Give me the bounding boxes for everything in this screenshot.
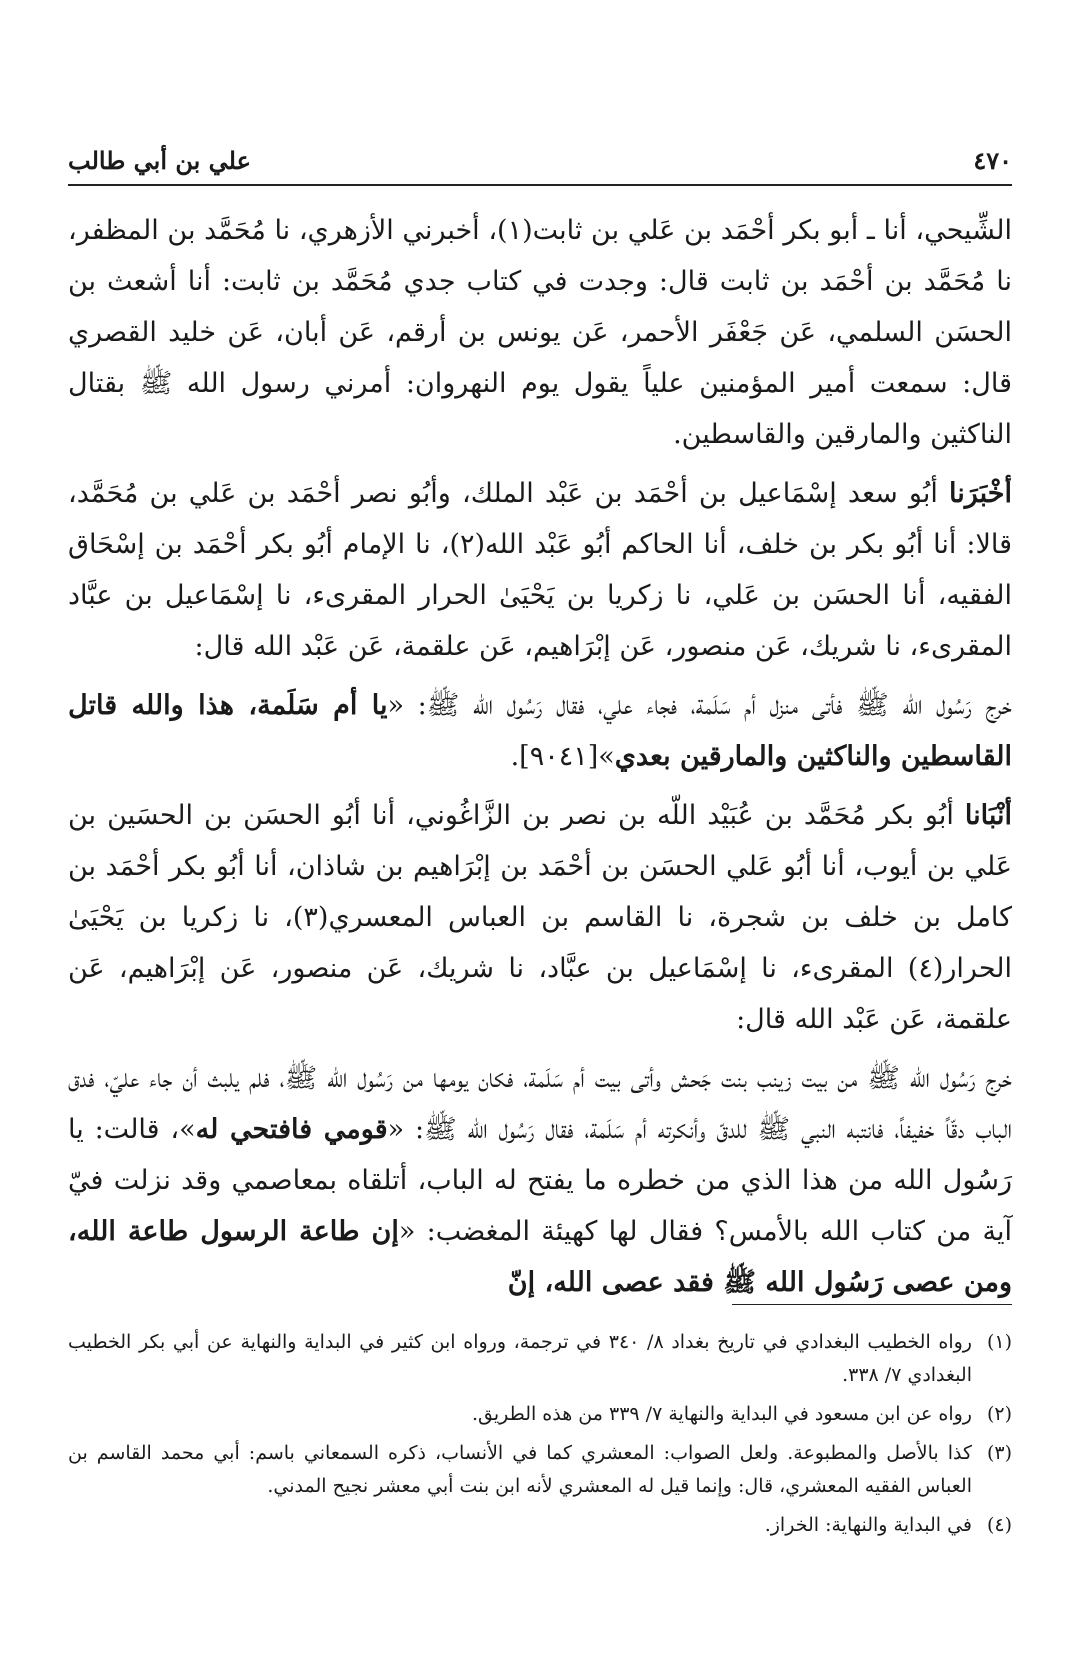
paragraph-3 [68,680,1012,782]
footnote-text: كذا بالأصل والمطبوعة. ولعل الصواب: المعشري كما في الأنساب، ذكره السمعاني باسم: أبي محمد القاسم بن العباس الفقيه المعشري، قال: وإنما قيل له المعشري لأنه ابن بنت أبي معشر نجيح المدني. [68,1442,972,1497]
footnote-1 [68,1326,1012,1392]
hadith-quote: قومي فافتحي له [195,1114,388,1145]
footnote-number: (٣) [986,1442,1012,1464]
paragraph-1 [68,205,1012,460]
paragraph-2 [68,468,1012,672]
page-number: ٤٧٠ [973,146,1012,175]
running-title: علي بن أبي طالب [68,146,251,175]
footnote-2 [68,1398,1012,1431]
footnote-text: رواه الخطيب البغدادي في تاريخ بغداد ٨/ ٣٤٠ في ترجمة، ورواه ابن كثير في البداية والنهاية عن أبي بكر الخطيب البغدادي ٧/ ٣٣٨. [68,1331,972,1386]
paragraph-text: أبُو سعد إسْمَاعيل بن أحْمَد بن عَبْد الملك، وأبُو نصر أحْمَد بن عَلي بن مُحَمَّد، قالا: أنا أبُو بكر بن خلف، أنا الحاكم أبُو عَبْد الله(٢)، نا الإمام أبُو بكر أحْمَد بن إسْحَاق الفقيه، أنا الحسَن بن عَلي، نا زكريا بن يَحْيَىٰ الحرار المقرىء، نا إسْمَاعيل بن عبَّاد المقرىء، نا شريك، عَن منصور، عَن إبْرَاهيم، عَن علقمة، عَن عَبْد الله قال: [68,478,1012,662]
paragraph-tail: »، قالت: يا رَسُول الله من هذا الذي من خطره ما يفتح له الباب، أتلقاه بمعاصمي وقد نزلت فيّ آية من كتاب الله بالأمس؟ فقال لها كهيئة المغضب: « [68,1114,1012,1247]
chain-lead-word: أخْبَرَنا [949,478,1012,509]
hadith-quote: يا أم سَلَمة، هذا والله قاتل القاسطين والناكثين والمارقين بعدي [68,690,1012,772]
paragraph-tail: »[٩٠٤١]. [510,741,615,772]
paragraph-5 [68,1053,1012,1308]
chain-lead-word: أنْبَانا [964,800,1012,831]
footnote-4 [68,1509,1012,1542]
paragraph-text: خرج رَسُول الله ﷺ فأتى منزل أم سَلَمة، فجاء علي، فقال رَسُول الله ﷺ: « [387,690,1012,721]
footnote-number: (١) [986,1331,1012,1353]
main-text [68,205,1012,1308]
footnotes [68,1326,1012,1548]
paragraph-text: خرج رَسُول الله ﷺ من بيت زينب بنت جَحش وأتى بيت أم سَلَمة، فكان يومها من رَسُول الله ﷺ، فلم يلبث أن جاء عليّ، فدق الباب دقّاً خفيفاً، فانتبه النبي ﷺ للدقّ وأنكرته أم سَلَمة، فقال رَسُول الله ﷺ: « [68,1063,1012,1145]
footnote-3 [68,1437,1012,1503]
paragraph-4 [68,790,1012,1045]
paragraph-text: الشِّيحي، أنا ـ أبو بكر أحْمَد بن عَلي بن ثابت(١)، أخبرني الأزهري، نا مُحَمَّد بن المظفر، نا مُحَمَّد بن أحْمَد بن ثابت قال: وجدت في كتاب جدي مُحَمَّد بن ثابت: أنا أشعث بن الحسَن السلمي، عَن جَعْفَر الأحمر، عَن يونس بن أرقم، عَن أبان، عَن خليد القصري قال: سمعت أمير المؤمنين علياً يقول يوم النهروان: أمرني رسول الله ﷺ بقتال الناكثين والمارقين والقاسطين. [68,215,1012,450]
page-header [68,140,1012,186]
footnote-number: (٤) [986,1514,1012,1536]
footnote-divider [732,1304,1012,1305]
footnote-text: رواه عن ابن مسعود في البداية والنهاية ٧/ ٣٣٩ من هذه الطريق. [471,1403,972,1425]
paragraph-text: أبُو بكر مُحَمَّد بن عُبَيْد اللّه بن نصر بن الزَّاغُوني، أنا أبُو الحسَن بن الحسَين بن عَلي بن أيوب، أنا أبُو عَلي الحسَن بن أحْمَد بن إبْرَاهيم بن شاذان، أنا أبُو بكر أحْمَد بن كامل بن خلف بن شجرة، نا القاسم بن العباس المعسري(٣)، نا زكريا بن يَحْيَىٰ الحرار(٤) المقرىء، نا إسْمَاعيل بن عبَّاد، نا شريك، عَن منصور، عَن إبْرَاهيم، عَن علقمة، عَن عَبْد الله قال: [68,800,1012,1035]
footnote-text: في البداية والنهاية: الخراز. [764,1514,972,1536]
hadith-quote-2: إن طاعة الرسول طاعة الله، ومن عصى رَسُول الله ﷺ فقد عصى الله، إنّ [68,1216,1012,1298]
footnote-number: (٢) [986,1403,1012,1425]
